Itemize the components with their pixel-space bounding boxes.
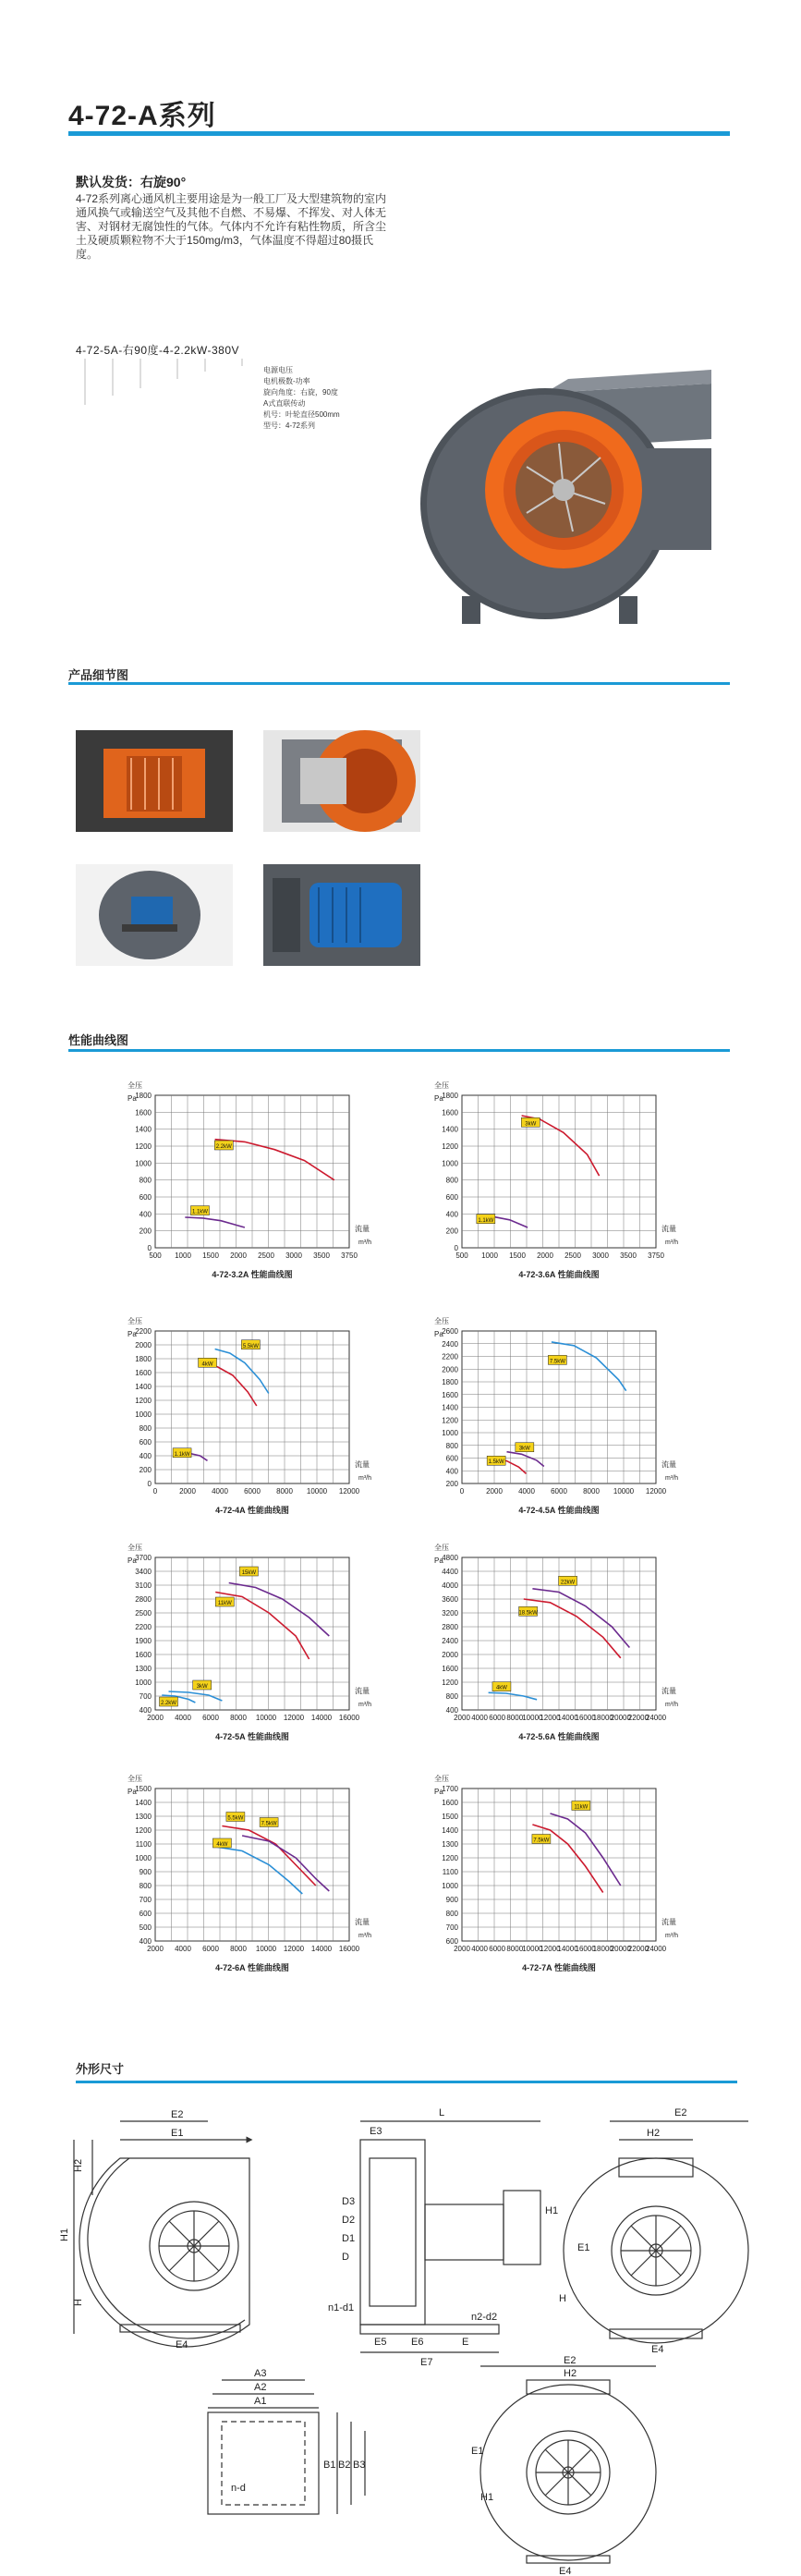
y-tick-label: 1900 bbox=[135, 1637, 152, 1645]
x-tick-label: 6000 bbox=[489, 1714, 506, 1722]
y-tick-label: 600 bbox=[139, 1193, 152, 1202]
y-tick-label: 400 bbox=[139, 1452, 152, 1460]
y-tick-label: 1200 bbox=[135, 1397, 152, 1405]
y-axis-unit: Pa bbox=[434, 1330, 443, 1338]
y-axis-label: 全压 bbox=[434, 1081, 449, 1090]
dim-label-E3: E3 bbox=[370, 2126, 382, 2137]
x-tick-label: 2000 bbox=[230, 1251, 247, 1260]
y-tick-label: 1800 bbox=[442, 1092, 458, 1100]
power-tag-label: 4kW bbox=[216, 1842, 228, 1848]
x-tick-label: 2000 bbox=[179, 1487, 196, 1496]
x-axis-label: 流量 bbox=[355, 1918, 370, 1926]
y-tick-label: 3100 bbox=[135, 1581, 152, 1590]
y-tick-label: 1600 bbox=[442, 1108, 458, 1117]
y-tick-label: 2200 bbox=[442, 1352, 458, 1361]
dim-label-E5: E5 bbox=[374, 2337, 387, 2348]
x-tick-label: 12000 bbox=[645, 1487, 667, 1496]
detail-image-impeller bbox=[76, 730, 233, 832]
x-tick-label: 14000 bbox=[310, 1714, 333, 1722]
x-axis-unit: m³/h bbox=[665, 1933, 678, 1939]
x-axis-unit: m³/h bbox=[665, 1702, 678, 1708]
dim-label-E: E bbox=[462, 2337, 469, 2348]
chart-caption: 4-72-5.6A 性能曲线图 bbox=[518, 1732, 600, 1741]
x-axis-label: 流量 bbox=[661, 1918, 676, 1926]
y-tick-label: 600 bbox=[445, 1454, 458, 1463]
x-tick-label: 10000 bbox=[255, 1714, 277, 1722]
x-tick-label: 2000 bbox=[454, 1945, 470, 1953]
y-tick-label: 800 bbox=[139, 1424, 152, 1433]
dim-label-B3: B3 bbox=[353, 2460, 366, 2471]
x-tick-label: 8000 bbox=[230, 1714, 247, 1722]
y-tick-label: 200 bbox=[139, 1227, 152, 1236]
dim-label-H1: H1 bbox=[59, 2228, 70, 2241]
x-tick-label: 3500 bbox=[313, 1251, 330, 1260]
x-tick-label: 1500 bbox=[202, 1251, 219, 1260]
y-tick-label: 1600 bbox=[442, 1390, 458, 1399]
y-tick-label: 1000 bbox=[135, 1159, 152, 1168]
y-tick-label: 1300 bbox=[135, 1813, 152, 1821]
x-tick-label: 16000 bbox=[575, 1714, 596, 1722]
dim-label-E1-bottom: E1 bbox=[471, 2446, 484, 2457]
y-tick-label: 1100 bbox=[135, 1840, 152, 1849]
x-tick-label: 1000 bbox=[481, 1251, 498, 1260]
y-tick-label: 900 bbox=[139, 1868, 152, 1876]
intro-text: 4-72系列离心通风机主要用途是为一般工厂及大型建筑物的室内通风换气或输送空气及其他不自燃、不易爆、不挥发、对人体无害、对钢材无腐蚀性的气体。气体内不允许有粘性物质，所含尘土及硬质颗粒物不大于150mg/m3，气体温度不得超过80摄氏度。 bbox=[76, 192, 387, 261]
y-tick-label: 800 bbox=[445, 1692, 458, 1701]
y-tick-label: 4400 bbox=[442, 1568, 458, 1576]
y-tick-label: 1100 bbox=[442, 1868, 458, 1876]
y-tick-label: 1400 bbox=[135, 1383, 152, 1391]
chart-caption: 4-72-3.2A 性能曲线图 bbox=[212, 1270, 293, 1279]
y-tick-label: 3700 bbox=[135, 1554, 152, 1562]
page-title: 4-72-A系列 bbox=[68, 101, 216, 131]
y-axis-label: 全压 bbox=[127, 1317, 142, 1325]
y-axis-label: 全压 bbox=[434, 1775, 449, 1783]
y-tick-label: 500 bbox=[139, 1923, 152, 1932]
product-description bbox=[76, 176, 390, 262]
section-rule bbox=[68, 1049, 730, 1052]
y-axis-unit: Pa bbox=[127, 1330, 137, 1338]
x-axis-unit: m³/h bbox=[358, 1702, 371, 1708]
power-tag-label: 15kW bbox=[241, 1570, 257, 1576]
y-tick-label: 1000 bbox=[135, 1854, 152, 1862]
x-tick-label: 16000 bbox=[338, 1714, 360, 1722]
y-tick-label: 1600 bbox=[135, 1369, 152, 1377]
x-tick-label: 2000 bbox=[454, 1714, 470, 1722]
x-axis-label: 流量 bbox=[355, 1460, 370, 1469]
performance-chart bbox=[427, 1539, 704, 1761]
spec-line: 电机极数-功率 bbox=[263, 377, 310, 385]
x-tick-label: 8000 bbox=[583, 1487, 600, 1496]
dimension-drawings bbox=[59, 2103, 767, 2576]
y-tick-label: 700 bbox=[139, 1692, 152, 1701]
y-tick-label: 1700 bbox=[442, 1785, 458, 1793]
x-tick-label: 3000 bbox=[592, 1251, 609, 1260]
y-tick-label: 3600 bbox=[442, 1595, 458, 1604]
dim-label-H-right: H bbox=[559, 2293, 566, 2304]
chart-caption: 4-72-4.5A 性能曲线图 bbox=[518, 1506, 600, 1515]
y-tick-label: 600 bbox=[139, 1438, 152, 1447]
y-axis-label: 全压 bbox=[434, 1544, 449, 1552]
y-tick-label: 800 bbox=[139, 1176, 152, 1185]
x-tick-label: 6000 bbox=[551, 1487, 567, 1496]
y-tick-label: 1000 bbox=[442, 1882, 458, 1890]
x-tick-label: 12000 bbox=[283, 1714, 305, 1722]
dim-label-E7: E7 bbox=[420, 2357, 433, 2368]
section-rule bbox=[76, 2081, 737, 2083]
x-axis-unit: m³/h bbox=[358, 1475, 371, 1482]
x-tick-label: 8000 bbox=[276, 1487, 293, 1496]
x-tick-label: 2000 bbox=[147, 1714, 164, 1722]
y-tick-label: 200 bbox=[139, 1466, 152, 1474]
x-tick-label: 24000 bbox=[645, 1945, 667, 1953]
default-delivery-heading: 默认发货：右旋90° bbox=[76, 175, 187, 189]
y-axis-unit: Pa bbox=[434, 1557, 443, 1565]
y-tick-label: 1000 bbox=[442, 1159, 458, 1168]
dim-label-E4: E4 bbox=[176, 2339, 188, 2350]
x-tick-label: 20000 bbox=[610, 1714, 631, 1722]
dim-label-L: L bbox=[439, 2107, 445, 2118]
y-tick-label: 700 bbox=[139, 1896, 152, 1904]
x-axis-unit: m³/h bbox=[665, 1475, 678, 1482]
y-tick-label: 900 bbox=[445, 1896, 458, 1904]
power-tag-label: 7.5kW bbox=[261, 1821, 277, 1827]
x-tick-label: 1000 bbox=[175, 1251, 191, 1260]
power-tag-label: 1.1kW bbox=[174, 1451, 190, 1458]
y-tick-label: 400 bbox=[445, 1210, 458, 1219]
x-tick-label: 22000 bbox=[627, 1945, 649, 1953]
x-tick-label: 2000 bbox=[147, 1945, 164, 1953]
x-tick-label: 4000 bbox=[518, 1487, 535, 1496]
section-title-curves: 性能曲线图 bbox=[68, 1033, 129, 1047]
y-tick-label: 1200 bbox=[442, 1679, 458, 1687]
chart-caption: 4-72-7A 性能曲线图 bbox=[522, 1963, 596, 1972]
power-tag-label: 11kW bbox=[574, 1804, 589, 1811]
y-tick-label: 0 bbox=[147, 1244, 152, 1252]
power-tag-label: 1.1kW bbox=[191, 1209, 208, 1215]
y-tick-label: 2400 bbox=[442, 1637, 458, 1645]
y-tick-label: 600 bbox=[139, 1910, 152, 1918]
spec-leader-lines bbox=[76, 359, 270, 414]
dim-label-B2: B2 bbox=[338, 2460, 351, 2471]
y-tick-label: 0 bbox=[147, 1480, 152, 1488]
y-axis-label: 全压 bbox=[434, 1317, 449, 1325]
y-tick-label: 2200 bbox=[135, 1623, 152, 1631]
spec-line: 电源电压 bbox=[263, 366, 293, 374]
power-tag-label: 4kW bbox=[201, 1361, 213, 1368]
title-underline bbox=[68, 131, 730, 136]
x-tick-label: 12000 bbox=[283, 1945, 305, 1953]
x-tick-label: 4000 bbox=[471, 1714, 488, 1722]
y-tick-label: 2000 bbox=[442, 1651, 458, 1659]
power-tag-label: 3kW bbox=[196, 1684, 208, 1690]
y-axis-unit: Pa bbox=[434, 1094, 443, 1103]
x-tick-label: 500 bbox=[149, 1251, 162, 1260]
y-tick-label: 800 bbox=[445, 1910, 458, 1918]
y-tick-label: 2500 bbox=[135, 1609, 152, 1618]
x-tick-label: 4000 bbox=[175, 1945, 191, 1953]
dim-label-D3: D3 bbox=[342, 2196, 356, 2207]
x-tick-label: 10000 bbox=[613, 1487, 635, 1496]
x-tick-label: 1500 bbox=[509, 1251, 526, 1260]
y-axis-unit: Pa bbox=[127, 1788, 137, 1796]
dim-label-A3: A3 bbox=[254, 2368, 267, 2379]
dim-label-n1-d1: n1-d1 bbox=[328, 2302, 355, 2314]
power-tag-label: 1.1kW bbox=[478, 1217, 494, 1224]
y-tick-label: 1000 bbox=[135, 1679, 152, 1687]
spec-line: 旋向角度：右旋，90度 bbox=[263, 388, 338, 397]
power-tag-label: 22kW bbox=[560, 1580, 576, 1586]
dim-label-E2-bottom: E2 bbox=[564, 2355, 576, 2366]
dim-label-E4-right: E4 bbox=[651, 2344, 664, 2355]
section-title-dimensions: 外形尺寸 bbox=[76, 2062, 125, 2076]
y-tick-label: 1600 bbox=[135, 1108, 152, 1117]
y-tick-label: 600 bbox=[445, 1937, 458, 1946]
x-tick-label: 16000 bbox=[338, 1945, 360, 1953]
y-tick-label: 800 bbox=[139, 1882, 152, 1890]
dim-label-D2: D2 bbox=[342, 2215, 356, 2226]
y-tick-label: 400 bbox=[445, 1706, 458, 1715]
detail-image-motor bbox=[263, 864, 420, 966]
y-tick-label: 1400 bbox=[442, 1403, 458, 1412]
x-tick-label: 18000 bbox=[592, 1945, 613, 1953]
x-tick-label: 8000 bbox=[506, 1945, 524, 1953]
model-label: 4-72-5A-右90度-4-2.2kW-380V bbox=[76, 344, 240, 357]
y-tick-label: 1400 bbox=[135, 1125, 152, 1134]
x-tick-label: 14000 bbox=[557, 1945, 578, 1953]
y-tick-label: 1200 bbox=[442, 1854, 458, 1862]
x-axis-label: 流量 bbox=[661, 1460, 676, 1469]
x-tick-label: 8000 bbox=[506, 1714, 524, 1722]
y-tick-label: 1400 bbox=[442, 1826, 458, 1835]
chart-caption: 4-72-6A 性能曲线图 bbox=[215, 1963, 289, 1972]
x-tick-label: 20000 bbox=[610, 1945, 631, 1953]
y-tick-label: 1200 bbox=[442, 1416, 458, 1425]
power-tag-label: 11kW bbox=[217, 1601, 232, 1606]
performance-chart bbox=[120, 1539, 397, 1761]
y-tick-label: 400 bbox=[445, 1467, 458, 1476]
x-tick-label: 14000 bbox=[310, 1945, 333, 1953]
power-tag-label: 3kW bbox=[518, 1446, 530, 1452]
performance-chart bbox=[120, 1077, 397, 1299]
x-tick-label: 4000 bbox=[471, 1945, 488, 1953]
spec-line: 型号：4-72系列 bbox=[263, 421, 316, 430]
y-tick-label: 2400 bbox=[442, 1339, 458, 1349]
dim-label-E4-bottom: E4 bbox=[559, 2566, 572, 2576]
y-tick-label: 4000 bbox=[442, 1581, 458, 1590]
x-tick-label: 12000 bbox=[338, 1487, 360, 1496]
x-axis-unit: m³/h bbox=[358, 1933, 371, 1939]
x-tick-label: 2500 bbox=[258, 1251, 274, 1260]
performance-chart bbox=[120, 1312, 397, 1534]
x-tick-label: 18000 bbox=[592, 1714, 613, 1722]
x-axis-unit: m³/h bbox=[358, 1239, 371, 1246]
y-tick-label: 1500 bbox=[135, 1785, 152, 1793]
dim-label-A1: A1 bbox=[254, 2396, 267, 2407]
power-tag-label: 5.5kW bbox=[242, 1343, 259, 1349]
y-tick-label: 2800 bbox=[135, 1595, 152, 1604]
x-tick-label: 14000 bbox=[557, 1714, 578, 1722]
x-tick-label: 2000 bbox=[486, 1487, 503, 1496]
x-tick-label: 2500 bbox=[564, 1251, 581, 1260]
dim-label-E6: E6 bbox=[411, 2337, 424, 2348]
section-rule bbox=[68, 682, 730, 685]
chart-caption: 4-72-4A 性能曲线图 bbox=[215, 1506, 289, 1515]
x-axis-label: 流量 bbox=[355, 1687, 370, 1695]
x-tick-label: 12000 bbox=[540, 1945, 561, 1953]
y-tick-label: 700 bbox=[445, 1923, 458, 1932]
chart-caption: 4-72-3.6A 性能曲线图 bbox=[518, 1270, 600, 1279]
spec-list bbox=[263, 365, 340, 432]
dim-label-n2-d2: n2-d2 bbox=[471, 2312, 498, 2323]
power-tag-label: 4kW bbox=[495, 1685, 507, 1691]
x-tick-label: 500 bbox=[455, 1251, 468, 1260]
y-axis-label: 全压 bbox=[127, 1775, 142, 1783]
dim-label-H2: H2 bbox=[73, 2158, 84, 2172]
x-tick-label: 4000 bbox=[175, 1714, 191, 1722]
x-tick-label: 6000 bbox=[489, 1945, 506, 1953]
y-tick-label: 2800 bbox=[442, 1623, 458, 1631]
y-tick-label: 4800 bbox=[442, 1554, 458, 1562]
y-tick-label: 200 bbox=[445, 1227, 458, 1236]
y-tick-label: 1600 bbox=[442, 1799, 458, 1807]
y-tick-label: 800 bbox=[445, 1441, 458, 1450]
y-tick-label: 2200 bbox=[135, 1327, 152, 1336]
section-title-details: 产品细节图 bbox=[68, 668, 129, 682]
y-tick-label: 400 bbox=[139, 1706, 152, 1715]
y-tick-label: 400 bbox=[139, 1210, 152, 1219]
dim-label-H1-bottom: H1 bbox=[480, 2492, 494, 2503]
x-tick-label: 8000 bbox=[230, 1945, 247, 1953]
y-tick-label: 1400 bbox=[135, 1799, 152, 1807]
dim-label-E2-right: E2 bbox=[674, 2107, 687, 2118]
y-tick-label: 2000 bbox=[442, 1365, 458, 1374]
y-axis-unit: Pa bbox=[127, 1094, 137, 1103]
x-tick-label: 6000 bbox=[244, 1487, 261, 1496]
y-tick-label: 400 bbox=[139, 1937, 152, 1946]
x-tick-label: 10000 bbox=[306, 1487, 328, 1496]
x-tick-label: 12000 bbox=[540, 1714, 561, 1722]
x-axis-unit: m³/h bbox=[665, 1239, 678, 1246]
y-tick-label: 1000 bbox=[135, 1410, 152, 1419]
y-tick-label: 1200 bbox=[135, 1142, 152, 1151]
y-tick-label: 1800 bbox=[135, 1355, 152, 1363]
y-tick-label: 1600 bbox=[135, 1651, 152, 1659]
power-tag-label: 7.5kW bbox=[549, 1359, 565, 1365]
x-tick-label: 4000 bbox=[212, 1487, 228, 1496]
y-axis-unit: Pa bbox=[127, 1557, 137, 1565]
dim-label-n-d: n-d bbox=[231, 2483, 246, 2494]
y-axis-label: 全压 bbox=[127, 1544, 142, 1552]
y-tick-label: 1000 bbox=[442, 1429, 458, 1437]
fan-product-image bbox=[407, 365, 721, 642]
dim-label-B1: B1 bbox=[323, 2460, 336, 2471]
detail-image-housing bbox=[263, 730, 420, 832]
y-tick-label: 1500 bbox=[442, 1813, 458, 1821]
performance-chart bbox=[427, 1077, 704, 1299]
y-tick-label: 1300 bbox=[135, 1665, 152, 1673]
y-tick-label: 1800 bbox=[135, 1092, 152, 1100]
x-axis-label: 流量 bbox=[661, 1225, 676, 1233]
dim-label-D1: D1 bbox=[342, 2233, 356, 2244]
y-tick-label: 800 bbox=[445, 1176, 458, 1185]
y-tick-label: 1400 bbox=[442, 1125, 458, 1134]
power-tag-label: 7.5kW bbox=[533, 1837, 550, 1844]
x-axis-label: 流量 bbox=[661, 1687, 676, 1695]
spec-line: A式直联传动 bbox=[263, 399, 306, 408]
x-tick-label: 3500 bbox=[620, 1251, 637, 1260]
x-tick-label: 16000 bbox=[575, 1945, 596, 1953]
y-tick-label: 200 bbox=[445, 1480, 458, 1488]
detail-image-motor-side bbox=[76, 864, 233, 966]
x-tick-label: 3750 bbox=[341, 1251, 358, 1260]
y-tick-label: 3200 bbox=[442, 1609, 458, 1618]
power-tag-label: 3kW bbox=[525, 1121, 537, 1128]
dim-label-E1: E1 bbox=[171, 2128, 184, 2139]
dim-label-A2: A2 bbox=[254, 2382, 267, 2393]
x-tick-label: 0 bbox=[152, 1487, 158, 1496]
y-tick-label: 1800 bbox=[442, 1378, 458, 1386]
performance-chart bbox=[120, 1770, 397, 1992]
dim-label-E1-right: E1 bbox=[577, 2242, 590, 2253]
x-tick-label: 6000 bbox=[202, 1714, 219, 1722]
dim-label-D: D bbox=[342, 2252, 349, 2263]
x-tick-label: 10000 bbox=[522, 1714, 543, 1722]
power-tag-label: 1.5kW bbox=[488, 1459, 504, 1466]
power-tag-label: 2.2kW bbox=[160, 1701, 176, 1706]
dim-label-H1-right: H1 bbox=[545, 2205, 559, 2216]
x-tick-label: 2000 bbox=[537, 1251, 553, 1260]
y-tick-label: 3400 bbox=[135, 1568, 152, 1576]
dim-label-H: H bbox=[73, 2299, 84, 2306]
x-tick-label: 10000 bbox=[255, 1945, 277, 1953]
x-axis-label: 流量 bbox=[355, 1225, 370, 1233]
power-tag-label: 2.2kW bbox=[215, 1144, 232, 1150]
power-tag-label: 5.5kW bbox=[227, 1815, 244, 1822]
y-tick-label: 1200 bbox=[135, 1826, 152, 1835]
y-tick-label: 0 bbox=[454, 1244, 458, 1252]
dim-label-E2: E2 bbox=[171, 2109, 184, 2120]
performance-chart bbox=[427, 1770, 704, 1992]
x-tick-label: 3000 bbox=[285, 1251, 302, 1260]
y-tick-label: 2000 bbox=[135, 1341, 152, 1349]
x-tick-label: 22000 bbox=[627, 1714, 649, 1722]
y-axis-unit: Pa bbox=[434, 1788, 443, 1796]
y-tick-label: 1600 bbox=[442, 1665, 458, 1673]
performance-chart bbox=[427, 1312, 704, 1534]
y-tick-label: 600 bbox=[445, 1193, 458, 1202]
x-tick-label: 10000 bbox=[522, 1945, 543, 1953]
power-tag-label: 18.5kW bbox=[518, 1610, 538, 1617]
chart-caption: 4-72-5A 性能曲线图 bbox=[215, 1732, 289, 1741]
x-tick-label: 24000 bbox=[645, 1714, 667, 1722]
y-tick-label: 1200 bbox=[442, 1142, 458, 1151]
spec-line: 机号：叶轮直径500mm bbox=[263, 410, 340, 419]
dim-label-H2-bottom: H2 bbox=[564, 2368, 577, 2379]
y-axis-label: 全压 bbox=[127, 1081, 142, 1090]
x-tick-label: 0 bbox=[459, 1487, 465, 1496]
x-tick-label: 3750 bbox=[648, 1251, 664, 1260]
x-tick-label: 6000 bbox=[202, 1945, 219, 1953]
y-tick-label: 1300 bbox=[442, 1840, 458, 1849]
dim-label-H2-right: H2 bbox=[647, 2128, 661, 2139]
y-tick-label: 2600 bbox=[442, 1327, 458, 1336]
